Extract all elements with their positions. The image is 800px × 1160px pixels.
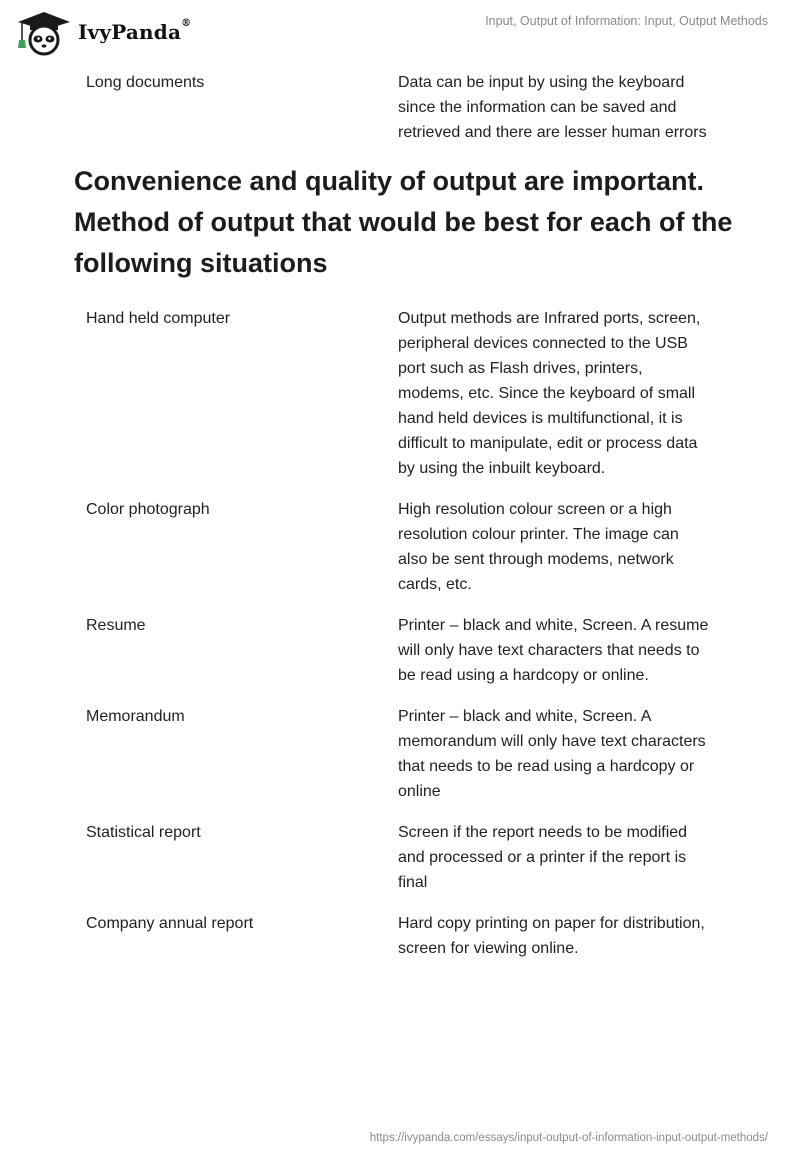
- table-row: [74, 911, 734, 961]
- situation-cell: Color photograph: [86, 501, 210, 518]
- table-row: [74, 70, 734, 145]
- source-url-link[interactable]: https://ivypanda.com/essays/input-output-of-information-input-output-methods/: [369, 1132, 768, 1144]
- situation-cell: Statistical report: [86, 824, 201, 841]
- table-row: [74, 820, 734, 895]
- table-row: [74, 306, 734, 481]
- method-cell: Printer – black and white, Screen. A memorandum will only have text characters that needs to be read using a hardcopy or online: [398, 708, 706, 800]
- method-cell: Data can be input by using the keyboard since the information can be saved and retrieved and there are lesser human errors: [398, 74, 707, 141]
- table-row: [74, 704, 734, 804]
- situation-cell: Hand held computer: [86, 310, 231, 327]
- table-row: [74, 613, 734, 688]
- table-row: [74, 497, 734, 597]
- brand-logo[interactable]: [14, 8, 191, 56]
- method-cell: Output methods are Infrared ports, screen, peripheral devices connected to the USB port such as Flash drives, printers, modems, etc. Since the keyboard of small hand held devices is multifunctional, it is difficult to manipulate, edit or process data by using the inbuilt keyboard.: [398, 310, 701, 477]
- method-cell: High resolution colour screen or a high resolution colour printer. The image can also be sent through modems, network cards, etc.: [398, 501, 679, 593]
- input-table: [74, 70, 734, 145]
- section-heading: Convenience and quality of output are important. Method of output that would be best for each of the following situations: [74, 166, 733, 278]
- method-cell: Printer – black and white, Screen. A resume will only have text characters that needs to be read using a hardcopy or online.: [398, 617, 709, 684]
- running-title: Input, Output of Information: Input, Output Methods: [485, 14, 768, 28]
- method-cell: Screen if the report needs to be modified and processed or a printer if the report is final: [398, 824, 688, 891]
- document-body: [74, 70, 734, 977]
- brand-name: IvyPanda®: [78, 18, 192, 44]
- situation-cell: Company annual report: [86, 915, 254, 932]
- output-table: [74, 306, 734, 961]
- situation-cell: Long documents: [86, 74, 205, 91]
- situation-cell: Memorandum: [86, 708, 185, 725]
- method-cell: Hard copy printing on paper for distribution, screen for viewing online.: [398, 915, 705, 957]
- panda-graduate-icon: [14, 8, 70, 56]
- situation-cell: Resume: [86, 617, 146, 634]
